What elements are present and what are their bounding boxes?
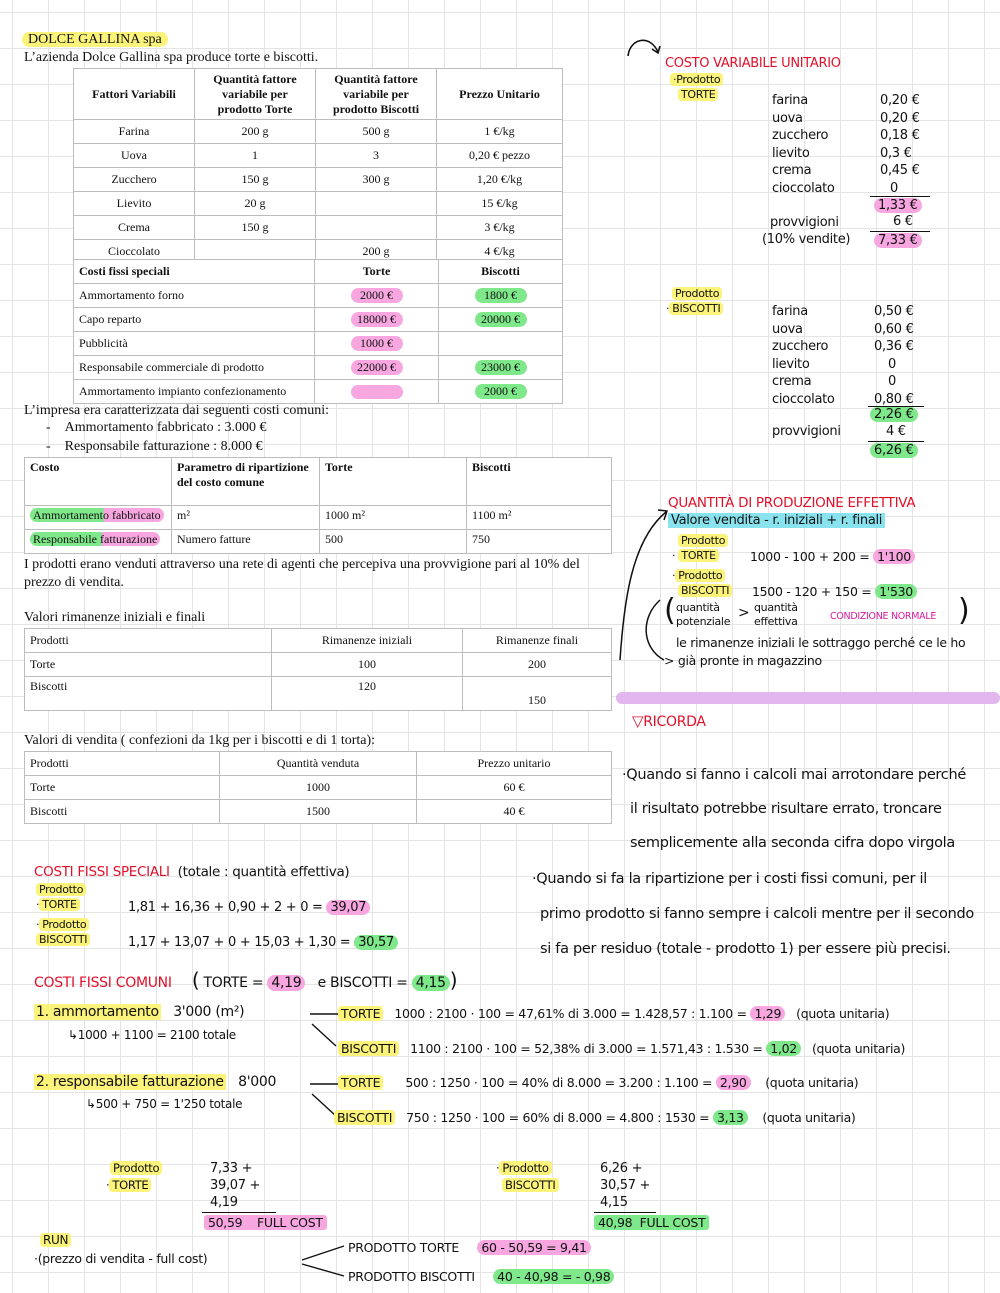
cvu-provvigioni-label: provvigioni (10% vendite)	[762, 215, 851, 247]
sum-line	[202, 1212, 276, 1213]
table-cell: 60 €	[417, 776, 612, 800]
table-cell: Biscotti	[25, 800, 220, 824]
list-item: crema	[772, 163, 812, 178]
cvu-biscotti-subtotal: 2,26 €	[870, 407, 918, 422]
table-row	[74, 168, 563, 192]
table-cell: 0,20 € pezzo	[437, 144, 563, 168]
table-row	[74, 144, 563, 168]
table-cell: 1000 m²	[320, 506, 467, 530]
table-cell: 150 g	[195, 216, 316, 240]
table-row	[25, 677, 612, 711]
table-cell: 4 €/kg	[437, 240, 563, 264]
table-cell: 120	[272, 677, 463, 711]
table-row	[74, 380, 563, 404]
table-cell: Ammortamento impianto confezionamento	[74, 380, 315, 404]
table-cell: Cioccolato	[74, 240, 195, 264]
highlighted-label: Ammortamento fabbricato	[30, 508, 164, 522]
qpe-biscotti-label: · Prodotto BISCOTTI	[672, 568, 732, 598]
table-cell: Responsabile commerciale di prodotto	[74, 356, 315, 380]
table-cell: Pubblicità	[74, 332, 315, 356]
table-cell: 3 €/kg	[437, 216, 563, 240]
table-header: Rimanenze iniziali	[272, 629, 463, 653]
value-pill: 18000 €	[351, 312, 403, 327]
warning-icon: ▽	[632, 712, 644, 730]
table-cell: Numero fatture	[172, 530, 320, 554]
cvu-biscotti-values	[874, 303, 914, 408]
table-cell: 1000	[220, 776, 417, 800]
cfc-item2-torte: TORTE 500 : 1250 · 100 = 40% di 8.000 = 3.200 : 1.100 = 2,90 (quota unitaria)	[338, 1075, 858, 1090]
cfs-heading: COSTI FISSI SPECIALI (totale : quantità effettiva)	[34, 864, 350, 880]
vendita-title: Valori di vendita ( confezioni da 1kg per i biscotti e di 1 torta):	[24, 733, 376, 748]
table-cell: Capo reparto	[74, 308, 315, 332]
table-row	[74, 284, 563, 308]
table-cell: 1,20 €/kg	[437, 168, 563, 192]
cfc-item1-torte: TORTE 1000 : 2100 · 100 = 47,61% di 3.000 = 1.428,57 : 1.100 = 1,29 (quota unitaria)	[338, 1006, 889, 1021]
qpe-cond-bracket-open: (	[664, 593, 676, 628]
table-cell: Lievito	[74, 192, 195, 216]
table-header: Quantità venduta	[220, 752, 417, 776]
table-cell: Zucchero	[74, 168, 195, 192]
value-pill: 1800 €	[475, 288, 527, 303]
list-item: lievito	[772, 356, 810, 372]
vendita-table	[24, 751, 612, 824]
table-cell: 100	[272, 653, 463, 677]
comuni-item: - Ammortamento fabbricato : 3.000 €	[46, 420, 267, 435]
table-cell: 200	[463, 653, 612, 677]
table-cell: 1	[195, 144, 316, 168]
sum-line	[870, 196, 930, 197]
cfc-item2: 2. responsabile fatturazione 8'000	[36, 1074, 277, 1090]
table-row	[25, 800, 612, 824]
table-header: Parametro di ripartizione del costo comune	[172, 458, 320, 506]
cfc-item1: 1. ammortamento 3'000 (m²)	[36, 1004, 245, 1020]
value-pill	[351, 385, 403, 399]
list-value: 0,20 €	[880, 93, 920, 108]
comuni-table	[24, 457, 612, 554]
doc-title: DOLCE GALLINA spa	[22, 32, 168, 48]
table-cell: 300 g	[316, 168, 437, 192]
table-row	[25, 506, 612, 530]
list-item: cioccolato	[772, 180, 835, 196]
cvu-biscotti-provvigioni: 4 €	[886, 424, 906, 439]
qpe-cond-bracket-close: )	[958, 593, 970, 628]
table-cell: 15 €/kg	[437, 192, 563, 216]
cfc-item2-sum: ↳500 + 750 = 1'250 totale	[86, 1097, 243, 1111]
table-header: Torte	[315, 260, 439, 284]
list-value: 0,20 €	[880, 110, 920, 126]
rimanenze-title: Valori rimanenze iniziali e finali	[24, 610, 206, 625]
qpe-torte-calc: 1000 - 100 + 200 = 1'100	[750, 549, 915, 564]
qpe-title: QUANTITÀ DI PRODUZIONE EFFETTIVA	[668, 495, 916, 511]
list-value: 0,3 €	[880, 145, 912, 161]
table-cell	[439, 284, 563, 308]
table-header: Prezzo Unitario	[437, 69, 563, 120]
table-cell: 200 g	[316, 240, 437, 264]
table-cell	[316, 216, 437, 240]
run-title: RUN	[40, 1233, 71, 1247]
value-pill: 2000 €	[475, 384, 527, 399]
list-item: uova	[772, 110, 803, 126]
table-header: Prodotti	[25, 752, 220, 776]
list-value: 0	[888, 356, 896, 372]
table-row	[74, 308, 563, 332]
sum-line	[868, 441, 924, 442]
value-pill: 1000 €	[351, 336, 403, 351]
table-cell: 500 g	[316, 120, 437, 144]
table-cell: 150	[463, 677, 612, 711]
comuni-intro: L’impresa era caratterizzata dai seguenti costi comuni:	[24, 403, 330, 418]
table-cell	[315, 332, 439, 356]
table-header: Biscotti	[467, 458, 612, 506]
highlighted-label: Responsabile fatturazione	[30, 532, 160, 546]
list-item: lievito	[772, 145, 810, 161]
full-torte-label: Prodotto · TORTE	[106, 1160, 162, 1194]
table-header: Fattori Variabili	[74, 69, 195, 120]
list-item: crema	[772, 374, 812, 389]
list-item: uova	[772, 321, 803, 337]
table-cell	[439, 332, 563, 356]
ricorda-paragraph-2: ·Quando si fa la ripartizione per i costi fissi comuni, per il primo prodotto si fanno sempre i calcoli mentre per il secondo si fa per residuo (totale - prodotto 1) per essere più precisi.	[532, 871, 974, 957]
qpe-cond-left: quantità potenziale	[676, 601, 731, 628]
list-value: 0,45 €	[880, 163, 920, 178]
table-cell	[316, 192, 437, 216]
list-value: 0,18 €	[880, 128, 920, 143]
table-cell	[439, 380, 563, 404]
full-biscotti-label: · Prodotto BISCOTTI	[496, 1160, 559, 1194]
table-header: Torte	[320, 458, 467, 506]
table-cell: 200 g	[195, 120, 316, 144]
list-item: zucchero	[772, 339, 829, 354]
table-header-row	[25, 629, 612, 653]
table-cell: 3	[316, 144, 437, 168]
table-header: Prezzo unitario	[417, 752, 612, 776]
cfc-heading: COSTI FISSI COMUNI ( TORTE = 4,19 e BISCOTTI = 4,15 )	[34, 968, 458, 992]
table-cell	[439, 356, 563, 380]
table-header: Rimanenze finali	[463, 629, 612, 653]
cvu-biscotti-total: 6,26 €	[870, 443, 918, 458]
table-cell: 20 g	[195, 192, 316, 216]
list-item: farina	[772, 93, 808, 108]
table-header: Prodotti	[25, 629, 272, 653]
list-item: cioccolato	[772, 391, 835, 407]
fattori-table	[73, 68, 563, 264]
table-cell: 40 €	[417, 800, 612, 824]
table-header: Biscotti	[439, 260, 563, 284]
list-item: farina	[772, 304, 808, 319]
cvu-biscotti-provvigioni-label: provvigioni	[772, 424, 841, 439]
table-header-row	[25, 752, 612, 776]
run-biscotti: PRODOTTO BISCOTTI 40 - 40,98 = - 0,98	[348, 1269, 614, 1284]
table-row	[74, 192, 563, 216]
cvu-torte-subtotal: 1,33 €	[874, 198, 922, 213]
table-row	[74, 216, 563, 240]
cvu-torte-list	[772, 92, 835, 197]
list-value: 0,36 €	[874, 339, 914, 354]
table-row	[74, 120, 563, 144]
table-cell: 1 €/kg	[437, 120, 563, 144]
sum-line	[870, 231, 930, 232]
table-cell: m²	[172, 506, 320, 530]
rimanenze-table	[24, 628, 612, 711]
table-cell: 1100 m²	[467, 506, 612, 530]
branch-lines-icon	[300, 1240, 346, 1280]
cfs-torte-label: Prodotto · TORTE	[36, 882, 86, 912]
list-value: 0	[890, 180, 898, 196]
branch-lines-icon	[308, 1010, 340, 1050]
value-pill: 22000 €	[351, 360, 403, 375]
cvu-torte-total: 7,33 €	[874, 233, 922, 248]
section-divider	[616, 692, 1000, 704]
table-cell: Farina	[74, 120, 195, 144]
table-header-row	[74, 260, 563, 284]
table-header-row	[74, 69, 563, 120]
cfc-item1-biscotti: BISCOTTI 1100 : 2100 · 100 = 52,38% di 3.000 = 1.571,43 : 1.530 = 1,02 (quota unitaria)	[338, 1041, 905, 1056]
qpe-torte-label: Prodotto · TORTE	[672, 533, 728, 563]
table-cell: Ammortamento forno	[74, 284, 315, 308]
table-row	[74, 332, 563, 356]
qpe-cond-right: quantità effettiva	[754, 601, 798, 628]
full-torte-values: 7,33 + 39,07 + 4,19	[210, 1161, 261, 1210]
table-cell	[315, 356, 439, 380]
table-cell: Crema	[74, 216, 195, 240]
table-cell: Torte	[25, 776, 220, 800]
cvu-torte-label: ·Prodotto TORTE	[670, 72, 723, 102]
qpe-cond-gt: >	[738, 605, 750, 621]
cfc-item1-sum: ↳1000 + 1100 = 2100 totale	[68, 1028, 236, 1042]
table-header: Costo	[25, 458, 172, 506]
cfc-item2-biscotti: BISCOTTI 750 : 1250 · 100 = 60% di 8.000 = 4.800 : 1530 = 3,13 (quota unitaria)	[334, 1110, 856, 1125]
table-cell	[315, 284, 439, 308]
table-row	[25, 653, 612, 677]
table-header: Quantità fattore variabile per prodotto Biscotti	[316, 69, 437, 120]
list-value: 0,60 €	[874, 321, 914, 337]
list-value: 0	[888, 374, 896, 389]
cfs-biscotti-label: · Prodotto BISCOTTI	[36, 917, 90, 947]
cfs-biscotti-calc: 1,17 + 13,07 + 0 + 15,03 + 1,30 = 30,57	[128, 935, 398, 950]
table-row	[25, 776, 612, 800]
table-cell: 1500	[220, 800, 417, 824]
table-row	[74, 356, 563, 380]
full-biscotti-values: 6,26 + 30,57 + 4,15	[600, 1161, 651, 1210]
fissi-speciali-table	[73, 259, 563, 404]
qpe-cond-line2: > già pronte in magazzino	[664, 653, 822, 668]
table-cell	[315, 308, 439, 332]
qpe-biscotti-calc: 1500 - 120 + 150 = 1'530	[752, 584, 917, 599]
table-cell: 500	[320, 530, 467, 554]
table-cell: 150 g	[195, 168, 316, 192]
table-cell	[25, 506, 172, 530]
doc-intro: L’azienda Dolce Gallina spa produce torte e biscotti.	[24, 50, 319, 65]
value-pill: 2000 €	[351, 288, 403, 303]
run-torte: PRODOTTO TORTE 60 - 50,59 = 9,41	[348, 1240, 591, 1255]
full-torte-total: 50,59 FULL COST	[204, 1215, 327, 1230]
table-cell: Biscotti	[25, 677, 272, 711]
table-cell	[439, 308, 563, 332]
qpe-cond-line1: le rimanenze iniziali le sottraggo perché ce le ho	[676, 635, 966, 650]
full-biscotti-total: 40,98 FULL COST	[594, 1215, 709, 1230]
value-pill: 23000 €	[475, 360, 527, 375]
cvu-biscotti-list	[772, 303, 835, 408]
cvu-torte-provvigioni: 6 €	[893, 214, 913, 229]
list-value: 0,50 €	[874, 304, 914, 319]
run-note: ·(prezzo di vendita - full cost)	[34, 1251, 208, 1266]
cvu-biscotti-label: Prodotto · BISCOTTI	[666, 286, 723, 316]
bracket-curve-icon	[636, 598, 666, 668]
table-row	[25, 530, 612, 554]
table-cell	[25, 530, 172, 554]
cfs-torte-calc: 1,81 + 16,36 + 0,90 + 2 + 0 = 39,07	[128, 900, 370, 915]
curved-arrow-icon	[620, 34, 670, 64]
table-header: Quantità fattore variabile per prodotto Torte	[195, 69, 316, 120]
table-cell	[315, 380, 439, 404]
ricorda-title: ▽RICORDA	[632, 712, 706, 730]
list-item: zucchero	[772, 128, 829, 143]
cvu-torte-values	[880, 92, 920, 197]
comuni-item: - Responsabile fatturazione : 8.000 €	[46, 439, 263, 454]
sum-line	[594, 1212, 656, 1213]
value-pill: 20000 €	[475, 312, 527, 327]
ricorda-paragraph-1: ·Quando si fanno i calcoli mai arrotondare perché il risultato potrebbe risultare errato, troncare semplicemente alla seconda cifra dopo virgola	[622, 767, 966, 851]
qpe-cond-note: CONDIZIONE NORMALE	[830, 611, 937, 622]
list-value: 0,80 €	[874, 391, 914, 407]
cvu-title: COSTO VARIABILE UNITARIO	[665, 56, 841, 71]
provvigione-text: I prodotti erano venduti attraverso una rete di agenti che percepiva una provvigione pari al 10% del prezzo di vendita.	[24, 557, 580, 590]
qpe-formula: Valore vendita - r. iniziali + r. finali	[668, 513, 885, 528]
table-cell: 750	[467, 530, 612, 554]
table-header: Costi fissi speciali	[74, 260, 315, 284]
table-cell: Uova	[74, 144, 195, 168]
table-header-row	[25, 458, 612, 506]
table-cell: Torte	[25, 653, 272, 677]
